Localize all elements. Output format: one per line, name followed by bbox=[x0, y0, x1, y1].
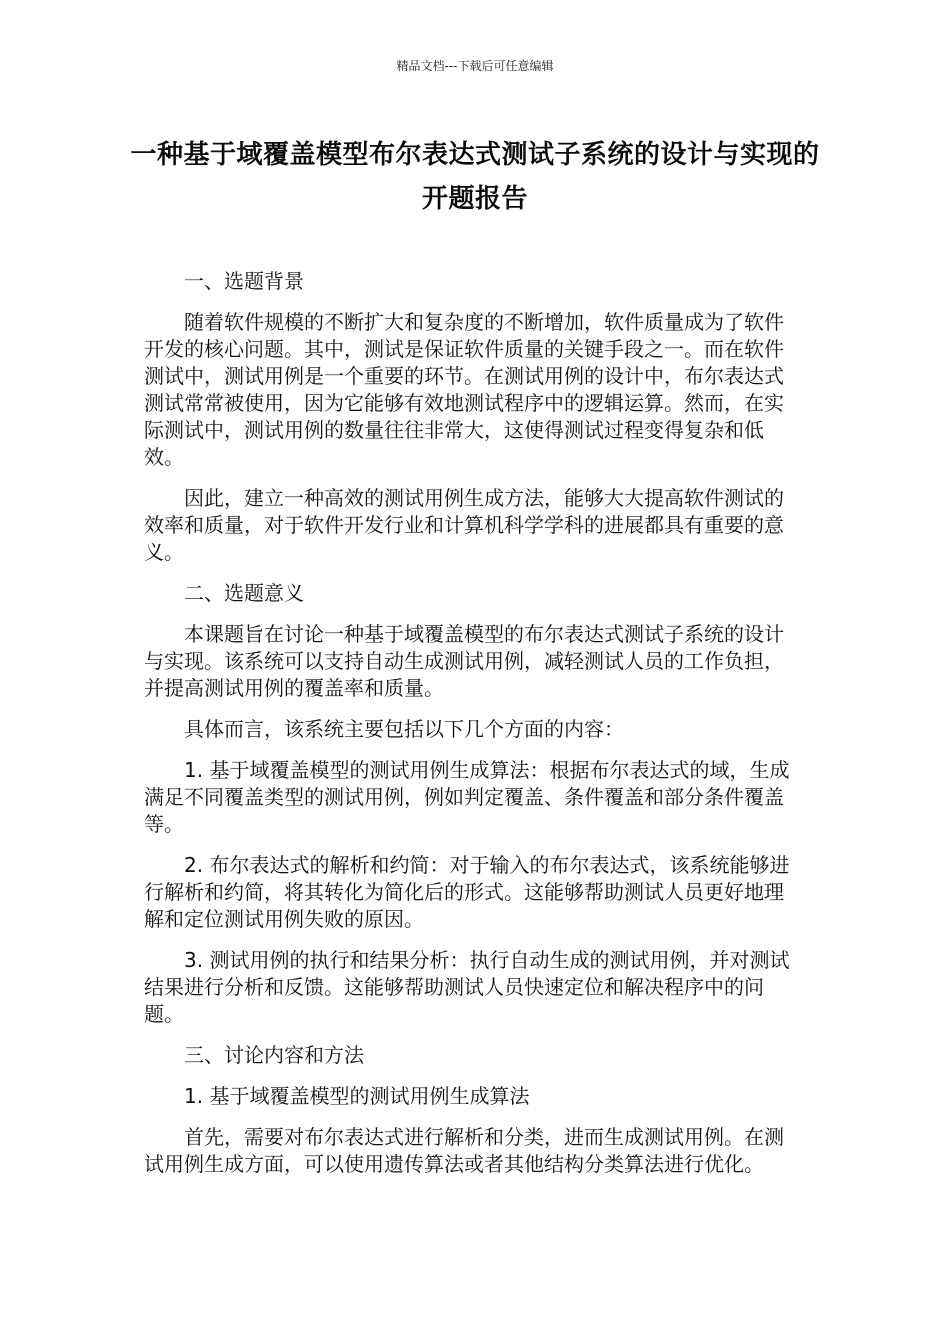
section-heading-background: 一、选题背景 bbox=[184, 269, 304, 293]
header-note: 精品文档---下载后可任意编辑 bbox=[396, 59, 554, 73]
paragraph-significance-1: 本课题旨在讨论一种基于域覆盖模型的布尔表达式测试子系统的设计与实现。该系统可以支持自动生成测试用例，减轻测试人员的工作负担，并提高测试用例的覆盖率和质量。 bbox=[144, 622, 784, 700]
paragraph-significance-2: 具体而言，该系统主要包括以下几个方面的内容： bbox=[184, 717, 624, 741]
paragraph-background-2: 因此，建立一种高效的测试用例生成方法，能够大大提高软件测试的效率和质量，对于软件开发行业和计算机科学学科的进展都具有重要的意义。 bbox=[144, 486, 784, 564]
section-heading-method: 三、讨论内容和方法 bbox=[184, 1043, 364, 1067]
list-item-2: 2. 布尔表达式的解析和约简：对于输入的布尔表达式，该系统能够进行解析和约简，将其转化为简化后的形式。这能够帮助测试人员更好地理解和定位测试用例失败的原因。 bbox=[144, 853, 790, 931]
document-title: 一种基于域覆盖模型布尔表达式测试子系统的设计与实现的开题报告 bbox=[130, 140, 820, 214]
document-body bbox=[144, 268, 800, 1192]
subsection-heading-1: 1. 基于域覆盖模型的测试用例生成算法 bbox=[184, 1084, 530, 1108]
list-item-3: 3. 测试用例的执行和结果分析：执行自动生成的测试用例，并对测试结果进行分析和反馈。这能够帮助测试人员快速定位和解决程序中的问题。 bbox=[144, 948, 790, 1026]
paragraph-method-1: 首先，需要对布尔表达式进行解析和分类，进而生成测试用例。在测试用例生成方面，可以使用遗传算法或者其他结构分类算法进行优化。 bbox=[144, 1125, 784, 1176]
section-heading-significance: 二、选题意义 bbox=[184, 581, 304, 605]
paragraph-background-1: 随着软件规模的不断扩大和复杂度的不断增加，软件质量成为了软件开发的核心问题。其中，测试是保证软件质量的关键手段之一。而在软件测试中，测试用例是一个重要的环节。在测试用例的设计中，布尔表达式测试常常被使用，因为它能够有效地测试程序中的逻辑运算。然而，在实际测试中，测试用例的数量往往非常大，这使得测试过程变得复杂和低效。 bbox=[144, 310, 784, 469]
list-item-1: 1. 基于域覆盖模型的测试用例生成算法：根据布尔表达式的域，生成满足不同覆盖类型的测试用例，例如判定覆盖、条件覆盖和部分条件覆盖等。 bbox=[144, 758, 790, 836]
